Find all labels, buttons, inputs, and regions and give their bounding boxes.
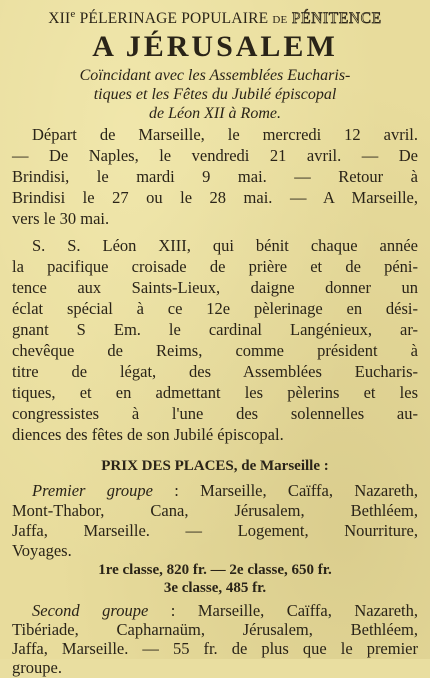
body-line: congressistes à l'une des solennelles au- <box>12 404 418 423</box>
page-title: A JÉRUSALEM <box>92 30 338 63</box>
first-group-price: 3e classe, 485 fr. <box>163 580 267 596</box>
itinerary-line: Départ de Marseille, le mercredi 12 avril. <box>32 125 418 144</box>
body-line: tiques, et en admettant les pèlerins et les <box>12 383 418 402</box>
body-line: éclat spécial à ce 12e pèlerinage en dési- <box>12 299 418 318</box>
body-line: chevêque de Reims, comme président à <box>12 341 418 360</box>
body-line: diences des fêtes de son Jubilé épiscopal. <box>12 425 284 444</box>
first-group-line: Mont-Thabor, Cana, Jérusalem, Bethléem, <box>12 501 418 520</box>
first-group-line: Voyages. <box>12 541 72 560</box>
subtitle-line: Coïncidant avec les Assemblées Eucharis- <box>79 67 351 84</box>
second-group-line: Tibériade, Capharnaüm, Jérusalem, Bethléem, <box>12 620 418 639</box>
body-line: tence aux Saints-Lieux, daigne donner un <box>12 278 418 297</box>
first-group-line <box>32 481 418 501</box>
header-de: DE <box>272 14 288 27</box>
first-group-line: Jaffa, Marseille. — Logement, Nourriture, <box>12 521 418 540</box>
first-group-label: Premier groupe <box>32 481 153 500</box>
itinerary-line: vers le 30 mai. <box>12 209 110 228</box>
second-group-label: Second groupe <box>32 601 149 620</box>
header-ordinal: XII <box>48 10 71 28</box>
itinerary-line: Brindisi le 27 ou le 28 mai. — A Marseille, <box>12 188 418 207</box>
prices-heading: PRIX DES PLACES, de Marseille : <box>101 458 329 474</box>
second-group-line: groupe. <box>12 658 62 677</box>
second-group-route: : Marseille, Caïffa, Nazareth, <box>148 601 418 620</box>
itinerary-line: — De Naples, le vendredi 21 avril. — De <box>12 146 418 165</box>
body-line: la pacifique croisade de prière et de péni- <box>12 257 418 276</box>
subtitle-line: tiques et les Fêtes du Jubilé épiscopal <box>93 86 337 103</box>
second-group-line: Jaffa, Marseille. — 55 fr. de plus que le premier <box>12 639 418 658</box>
body-line: S. S. Léon XIII, qui bénit chaque année <box>32 236 418 255</box>
header-text: PÉLERINAGE POPULAIRE <box>75 10 273 28</box>
header-penitence: PÉNITENCE <box>287 10 382 28</box>
first-group-route: : Marseille, Caïffa, Nazareth, <box>152 481 418 500</box>
first-group-price: 1re classe, 820 fr. — 2e classe, 650 fr. <box>98 562 332 578</box>
header-ordinal-suffix: e <box>70 8 76 20</box>
second-group-line <box>32 601 418 621</box>
itinerary-line: Brindisi, le mardi 9 mai. — Retour à <box>12 167 418 186</box>
body-line: titre de légat, des Assemblées Eucharis- <box>12 362 418 381</box>
body-line: gnant S Em. le cardinal Langénieux, ar- <box>12 320 418 339</box>
pilgrimage-header <box>6 8 424 28</box>
subtitle-line: de Léon XII à Rome. <box>149 105 281 122</box>
